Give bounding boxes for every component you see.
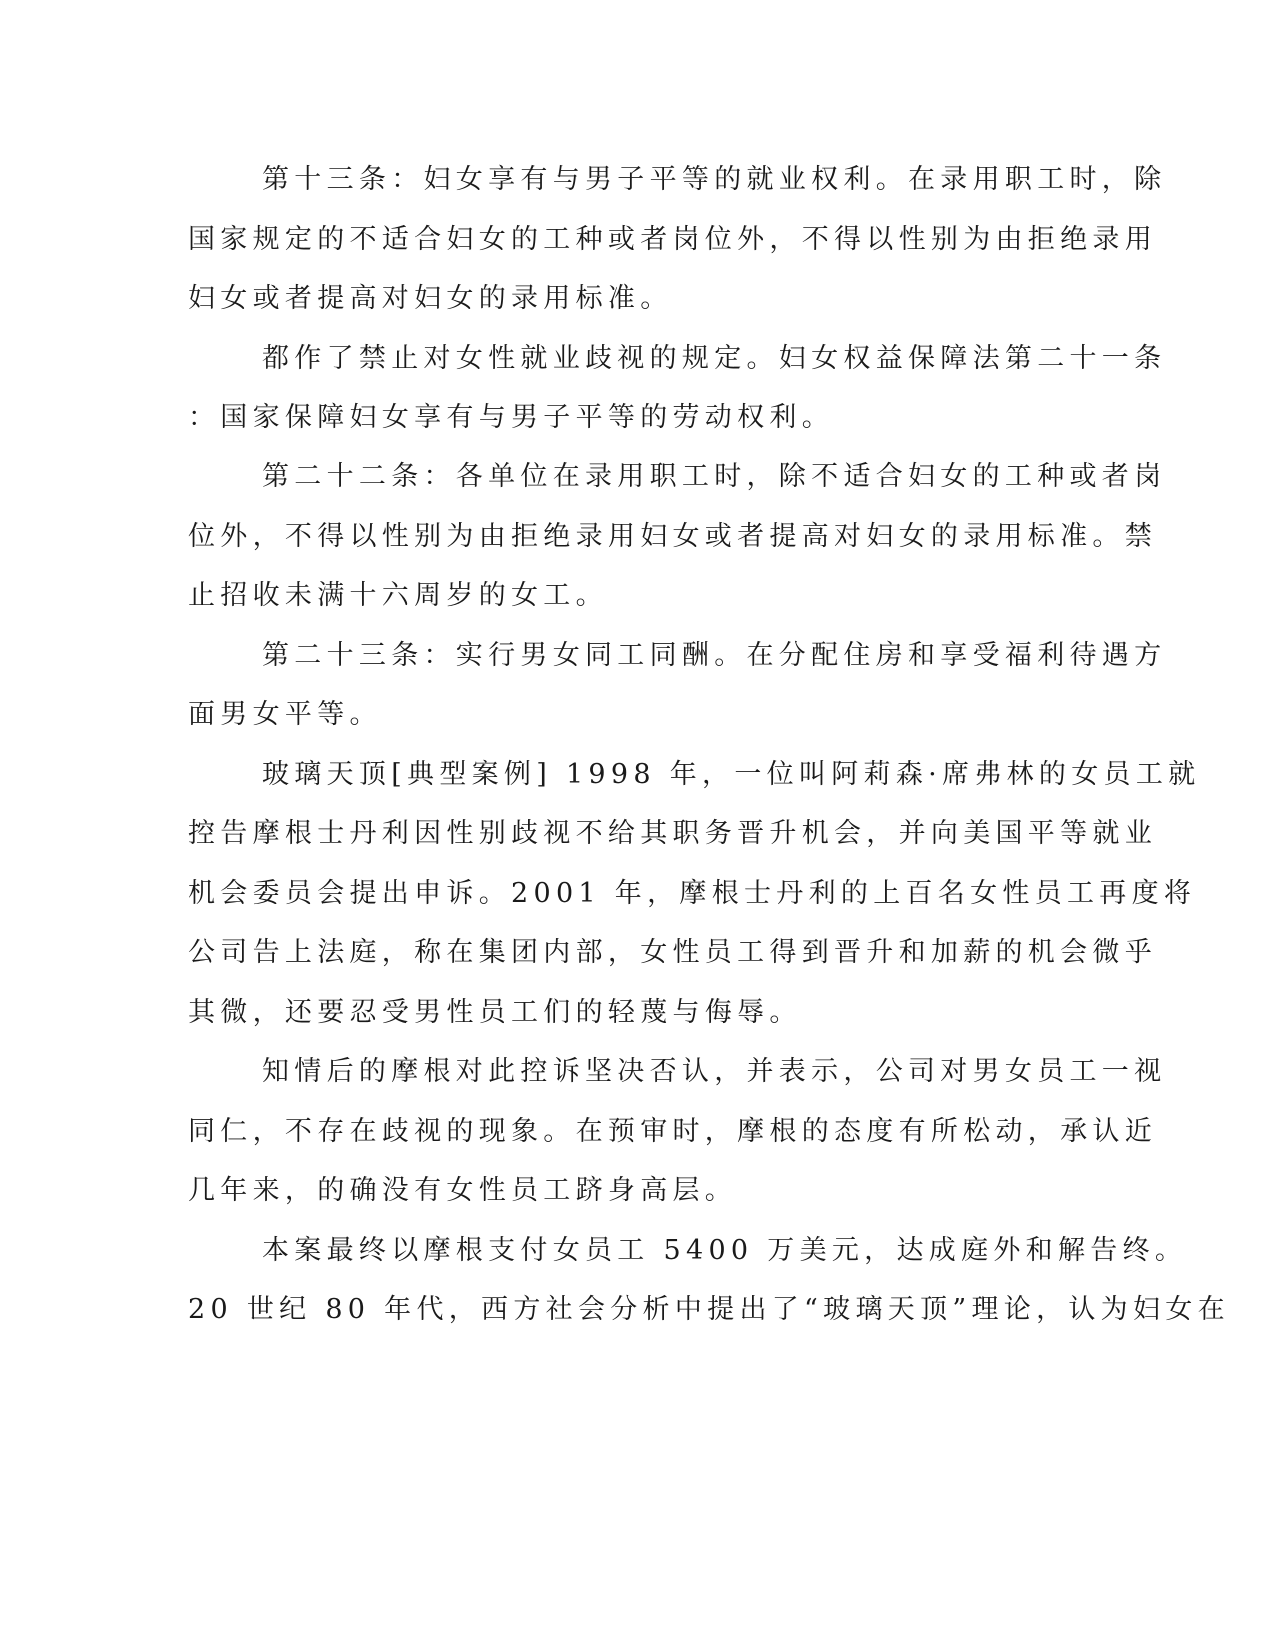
text-line: 几年来，的确没有女性员工跻身高层。 xyxy=(188,1175,738,1206)
text-line: 玻璃天顶[典型案例] 1998 年，一位叫阿莉森·席弗林的女员工就 xyxy=(262,759,1201,790)
text-line: 本案最终以摩根支付女员工 5400 万美元，达成庭外和解告终。 xyxy=(262,1235,1188,1266)
text-line: 位外，不得以性别为由拒绝录用妇女或者提高对妇女的录用标准。禁 xyxy=(188,521,1157,552)
text-line: 20 世纪 80 年代，西方社会分析中提出了“玻璃天顶”理论，认为妇女在 xyxy=(188,1294,1230,1325)
text-line: 机会委员会提出申诉。2001 年，摩根士丹利的上百名女性员工再度将 xyxy=(188,878,1197,909)
text-line: 同仁，不存在歧视的现象。在预审时，摩根的态度有所松动，承认近 xyxy=(188,1116,1157,1147)
text-line: 妇女或者提高对妇女的录用标准。 xyxy=(188,283,673,314)
text-line: 其微，还要忍受男性员工们的轻蔑与侮辱。 xyxy=(188,997,802,1028)
text-line: 第二十三条：实行男女同工同酬。在分配住房和享受福利待遇方 xyxy=(262,640,1167,671)
text-line: 知情后的摩根对此控诉坚决否认，并表示，公司对男女员工一视 xyxy=(262,1056,1167,1087)
text-line: 第十三条：妇女享有与男子平等的就业权利。在录用职工时，除 xyxy=(262,164,1167,195)
text-line: 止招收未满十六周岁的女工。 xyxy=(188,580,608,611)
text-line: 都作了禁止对女性就业歧视的规定。妇女权益保障法第二十一条 xyxy=(262,343,1167,374)
text-line: 第二十二条：各单位在录用职工时，除不适合妇女的工种或者岗 xyxy=(262,461,1167,492)
text-line: 面男女平等。 xyxy=(188,699,382,730)
text-line: 公司告上法庭，称在集团内部，女性员工得到晋升和加薪的机会微乎 xyxy=(188,937,1157,968)
text-line: 国家规定的不适合妇女的工种或者岗位外，不得以性别为由拒绝录用 xyxy=(188,224,1157,255)
text-line: 控告摩根士丹利因性别歧视不给其职务晋升机会，并向美国平等就业 xyxy=(188,818,1157,849)
text-line: ：国家保障妇女享有与男子平等的劳动权利。 xyxy=(188,402,834,433)
